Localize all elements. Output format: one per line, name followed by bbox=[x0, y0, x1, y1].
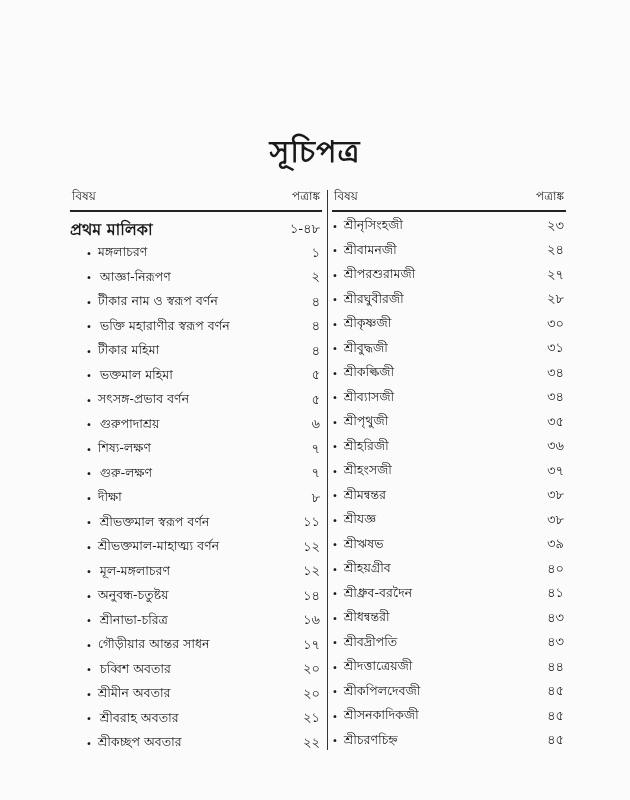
bullet-icon: • bbox=[332, 270, 338, 282]
toc-entry-page: ৮ bbox=[311, 490, 320, 506]
toc-entry-title: গৌড়ীয়ার আন্তর সাধন bbox=[97, 636, 210, 652]
toc-entry bbox=[332, 411, 566, 436]
toc-entry-title: শ্রীযজ্ঞ bbox=[343, 511, 377, 527]
bullet-icon: • bbox=[86, 738, 92, 750]
bullet-icon: • bbox=[332, 295, 338, 307]
toc-entry-page: ৪০ bbox=[547, 561, 564, 577]
toc-entry-page: ৫ bbox=[311, 392, 320, 408]
toc-entry-page: ১৪ bbox=[303, 588, 320, 604]
toc-entry-page: ১৬ bbox=[303, 613, 320, 629]
bullet-icon: • bbox=[332, 442, 338, 454]
bullet-icon: • bbox=[332, 687, 338, 699]
toc-entry-page: ২৩ bbox=[547, 218, 564, 234]
toc-entry-title: শ্রীসনকাদিকজী bbox=[343, 707, 419, 723]
bullet-icon: • bbox=[86, 665, 92, 677]
toc-entry-title: শ্রীধ্রুব-বরদৈন bbox=[343, 584, 413, 600]
toc-left-column bbox=[70, 190, 322, 757]
toc-entry-title: শ্রীহংসজী bbox=[343, 462, 392, 478]
toc-entry-page: ২৮ bbox=[547, 292, 564, 308]
bullet-icon: • bbox=[86, 469, 92, 481]
toc-entry-page: ৪৫ bbox=[547, 733, 564, 749]
toc-entry-title: শ্রীভক্তমাল স্বরূপ বর্ণন bbox=[99, 513, 210, 529]
toc-entry-page: ৩৭ bbox=[547, 463, 564, 479]
toc-entry bbox=[70, 732, 322, 757]
toc-entry-page: ৩৪ bbox=[547, 365, 564, 381]
toc-entry-page: ৪ bbox=[311, 319, 320, 335]
bullet-icon: • bbox=[86, 420, 92, 432]
toc-entry bbox=[70, 316, 322, 341]
header-subject: বিষয় bbox=[72, 189, 96, 203]
toc-entry-page: ৩১ bbox=[547, 341, 564, 357]
toc-entry-title: শ্রীরঘুবীরজী bbox=[343, 290, 404, 306]
toc-entry-page: ৩৮ bbox=[547, 512, 564, 528]
bullet-icon: • bbox=[332, 638, 338, 650]
toc-entry-title: শ্রীব্যাসজী bbox=[343, 388, 395, 404]
toc-entry bbox=[70, 683, 322, 708]
toc-entry bbox=[332, 362, 566, 387]
bullet-icon: • bbox=[86, 273, 92, 285]
toc-entry bbox=[70, 487, 322, 512]
bullet-icon: • bbox=[86, 493, 92, 505]
toc-entry-title: টীকার মহিমা bbox=[97, 342, 160, 358]
toc-entry bbox=[332, 730, 566, 755]
toc-entry bbox=[332, 705, 566, 730]
bullet-icon: • bbox=[86, 689, 92, 701]
toc-entry-title: শ্রীবামনজী bbox=[343, 241, 397, 257]
toc-entry-title: শ্রীচরণচিহ্ন bbox=[343, 731, 398, 747]
toc-entry-page: ৩০ bbox=[547, 316, 564, 332]
toc-entry-page: ৩৯ bbox=[547, 537, 564, 553]
toc-entry bbox=[70, 463, 322, 488]
toc-entry bbox=[332, 681, 566, 706]
toc-entry-page: ১৭ bbox=[303, 637, 320, 653]
toc-entry-page: ৬ bbox=[311, 417, 320, 433]
toc-entry-page: ২৭ bbox=[547, 267, 564, 283]
toc-entry bbox=[70, 536, 322, 561]
column-divider bbox=[327, 190, 328, 750]
toc-entry bbox=[70, 365, 322, 390]
toc-entry bbox=[70, 659, 322, 684]
toc-entry bbox=[332, 215, 566, 240]
toc-entry bbox=[332, 240, 566, 265]
toc-entry-page: ২৪ bbox=[547, 243, 564, 259]
toc-entry-title: শ্রীকৃষ্ণজী bbox=[343, 315, 392, 331]
section-heading bbox=[70, 218, 322, 242]
bullet-icon: • bbox=[332, 515, 338, 527]
toc-entry-title: শিষ্য-লক্ষণ bbox=[97, 440, 151, 456]
bullet-icon: • bbox=[332, 221, 338, 233]
toc-entry-title: শ্রীপরশুরামজী bbox=[343, 266, 416, 282]
toc-entry-page: ১১ bbox=[303, 515, 320, 531]
toc-entry-title: শ্রীবুদ্ধজী bbox=[343, 339, 388, 355]
toc-entry bbox=[70, 242, 322, 267]
bullet-icon: • bbox=[86, 444, 92, 456]
toc-entry-page: ৪ bbox=[311, 343, 320, 359]
toc-header bbox=[332, 190, 566, 212]
toc-entry bbox=[332, 632, 566, 657]
bullet-icon: • bbox=[86, 248, 92, 260]
toc-entry-page: ২০ bbox=[303, 662, 320, 678]
bullet-icon: • bbox=[332, 393, 338, 405]
toc-entry bbox=[332, 509, 566, 534]
toc-entry-page: ২ bbox=[311, 270, 320, 286]
toc-entry bbox=[70, 340, 322, 365]
bullet-icon: • bbox=[86, 616, 92, 628]
toc-entry bbox=[70, 708, 322, 733]
toc-entry-page: ৪৩ bbox=[547, 610, 564, 626]
toc-header bbox=[70, 190, 322, 212]
toc-entry bbox=[332, 460, 566, 485]
toc-entry bbox=[332, 338, 566, 363]
toc-entry-title: শ্রীহয়গ্রীব bbox=[343, 560, 391, 576]
toc-entry-page: ১২ bbox=[303, 539, 320, 555]
toc-entry bbox=[70, 585, 322, 610]
toc-entry bbox=[70, 512, 322, 537]
toc-entry-title: ভক্তি মহারাণীর স্বরূপ বর্ণন bbox=[99, 317, 230, 333]
toc-entry-page: ২২ bbox=[303, 735, 320, 751]
bullet-icon: • bbox=[332, 662, 338, 674]
bullet-icon: • bbox=[86, 518, 92, 530]
toc-entry bbox=[70, 561, 322, 586]
toc-entry bbox=[332, 485, 566, 510]
toc-entry-page: ৭ bbox=[311, 466, 320, 482]
header-page: পত্রাঙ্ক bbox=[536, 189, 564, 203]
toc-entry bbox=[332, 534, 566, 559]
toc-entry-title: শ্রীবরাহ অবতার bbox=[99, 709, 179, 725]
toc-entry-title: শ্রীমীন অবতার bbox=[97, 685, 171, 701]
toc-entry-page: ৭ bbox=[311, 441, 320, 457]
toc-entry-title: গুরুপাদাশ্রয় bbox=[99, 415, 160, 431]
toc-entry bbox=[70, 389, 322, 414]
toc-entry-title: শ্রীধন্বন্তরী bbox=[343, 609, 390, 625]
toc-entry bbox=[332, 313, 566, 338]
toc-entry-title: ভক্তমাল মহিমা bbox=[99, 366, 173, 382]
bullet-icon: • bbox=[332, 417, 338, 429]
bullet-icon: • bbox=[332, 368, 338, 380]
toc-entry bbox=[332, 264, 566, 289]
toc-entry bbox=[332, 583, 566, 608]
toc-list-right bbox=[332, 215, 566, 754]
toc-entry-title: গুরু-লক্ষণ bbox=[99, 464, 153, 480]
bullet-icon: • bbox=[332, 319, 338, 331]
bullet-icon: • bbox=[86, 395, 92, 407]
toc-right-column bbox=[332, 190, 566, 754]
bullet-icon: • bbox=[332, 540, 338, 552]
toc-entry bbox=[332, 436, 566, 461]
toc-entry-title: শ্রীবদ্রীপতি bbox=[343, 633, 398, 649]
toc-entry-title: শ্রীদত্তাত্রেয়জী bbox=[343, 658, 413, 674]
toc-entry bbox=[70, 634, 322, 659]
toc-entry-page: ৪১ bbox=[547, 586, 564, 602]
toc-entry-title: শ্রীকপিলদেবজী bbox=[343, 682, 421, 698]
toc-entry-title: টীকার নাম ও স্বরূপ বর্ণন bbox=[97, 293, 218, 309]
toc-entry-title: শ্রীকল্কিজী bbox=[343, 364, 395, 380]
toc-entry-title: চব্বিশ অবতার bbox=[99, 660, 171, 676]
toc-entry-title: শ্রীকচ্ছপ অবতার bbox=[97, 734, 182, 750]
toc-entry-title: শ্রীপৃথুজী bbox=[343, 413, 389, 429]
toc-entry-title: অনুবন্ধ-চতুষ্টয় bbox=[97, 587, 169, 603]
toc-entry-title: শ্রীহরিজী bbox=[343, 437, 389, 453]
toc-entry-page: ৪৩ bbox=[547, 635, 564, 651]
toc-entry bbox=[70, 414, 322, 439]
bullet-icon: • bbox=[332, 466, 338, 478]
bullet-icon: • bbox=[332, 246, 338, 258]
toc-entry-page: ২০ bbox=[303, 686, 320, 702]
toc-entry-title: মূল-মঙ্গলাচরণ bbox=[99, 562, 171, 578]
toc-entry bbox=[332, 289, 566, 314]
toc-entry-title: শ্রীনাভা-চরিত্র bbox=[99, 611, 168, 627]
toc-entry-page: ৪৫ bbox=[547, 708, 564, 724]
toc-entry-page: ৪৪ bbox=[547, 659, 564, 675]
toc-entry-page: ৩৬ bbox=[547, 439, 564, 455]
toc-entry-page: ৩৮ bbox=[547, 488, 564, 504]
toc-entry bbox=[332, 558, 566, 583]
toc-entry bbox=[332, 387, 566, 412]
bullet-icon: • bbox=[86, 322, 92, 334]
bullet-icon: • bbox=[332, 344, 338, 356]
section-page-range: ১-৪৮ bbox=[290, 221, 320, 237]
header-page: পত্রাঙ্ক bbox=[292, 189, 320, 203]
toc-entry-title: সৎসঙ্গ-প্রভাব বর্ণন bbox=[97, 391, 190, 407]
bullet-icon: • bbox=[332, 613, 338, 625]
toc-entry-page: ১২ bbox=[303, 564, 320, 580]
toc-entry bbox=[70, 291, 322, 316]
toc-entry-title: শ্রীনৃসিংহজী bbox=[343, 217, 403, 233]
bullet-icon: • bbox=[332, 736, 338, 748]
bullet-icon: • bbox=[86, 591, 92, 603]
bullet-icon: • bbox=[86, 371, 92, 383]
toc-entry-title: দীক্ষা bbox=[97, 489, 122, 505]
toc-entry bbox=[70, 610, 322, 635]
bullet-icon: • bbox=[332, 589, 338, 601]
bullet-icon: • bbox=[86, 640, 92, 652]
toc-entry-title: আজ্ঞা-নিরূপণ bbox=[99, 268, 171, 284]
toc-entry bbox=[70, 267, 322, 292]
bullet-icon: • bbox=[86, 567, 92, 579]
bullet-icon: • bbox=[332, 711, 338, 723]
toc-entry-page: ১ bbox=[311, 245, 320, 261]
bullet-icon: • bbox=[86, 297, 92, 309]
header-subject: বিষয় bbox=[334, 189, 358, 203]
toc-entry-title: শ্রীভক্তমাল-মাহাত্ম্য বর্ণন bbox=[97, 538, 220, 554]
bullet-icon: • bbox=[332, 491, 338, 503]
toc-list-left bbox=[70, 242, 322, 757]
bullet-icon: • bbox=[86, 346, 92, 358]
bullet-icon: • bbox=[86, 542, 92, 554]
toc-entry-page: ৪ bbox=[311, 294, 320, 310]
bullet-icon: • bbox=[86, 714, 92, 726]
toc-entry-page: ৩৫ bbox=[547, 414, 564, 430]
toc-entry bbox=[70, 438, 322, 463]
toc-entry-title: শ্রীমন্বন্তর bbox=[343, 486, 386, 502]
toc-entry bbox=[332, 656, 566, 681]
toc-entry-page: ৩৪ bbox=[547, 390, 564, 406]
toc-entry-page: ৪৫ bbox=[547, 684, 564, 700]
page-title: সূচিপত্র bbox=[269, 135, 361, 170]
toc-entry-page: ৫ bbox=[311, 368, 320, 384]
toc-entry-title: শ্রীঋষভ bbox=[343, 535, 384, 551]
toc-entry bbox=[332, 607, 566, 632]
toc-entry-page: ২১ bbox=[303, 711, 320, 727]
toc-entry-title: মঙ্গলাচরণ bbox=[97, 244, 148, 260]
section-title: প্রথম মালিকা bbox=[70, 219, 153, 239]
bullet-icon: • bbox=[332, 564, 338, 576]
